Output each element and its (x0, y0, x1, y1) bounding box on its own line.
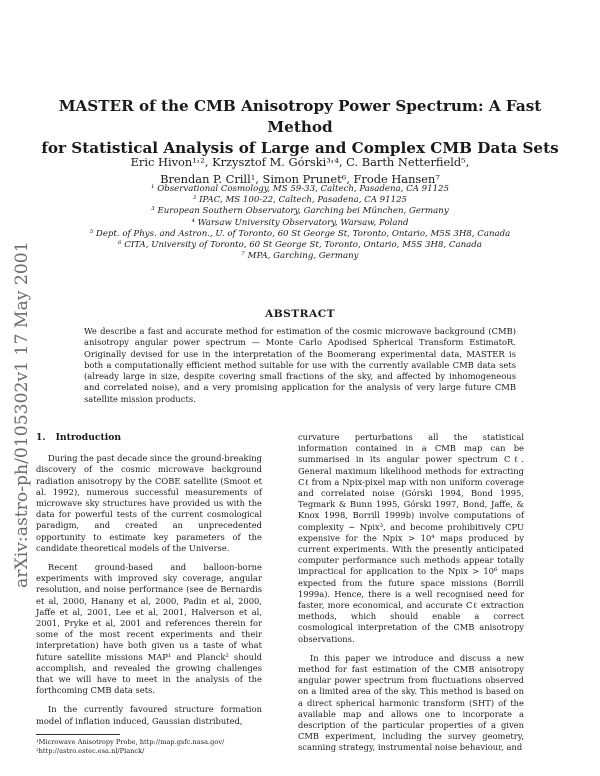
section-title: Introduction (55, 432, 122, 443)
arxiv-stamp-text: arXiv:astro-ph/0105302v1 17 May 2001 (12, 241, 32, 588)
left-column (36, 432, 262, 735)
section-number: 1. (36, 432, 46, 443)
abstract-text: We describe a fast and accurate method for estimation of the cosmic microwave background (CMB) anisotropy angular power spectrum — Monte Carlo Apodised Spherical Transform EstimatoR. Originally devised for use in the interpretation of the Boomerang experimental data, MASTER is both a computationally efficient method suitable for use with the currently available CMB data sets (already large in size, despite covering small fractions of the sky, and affected by inhomogeneous and correlated noise), and a very promising application for the analysis of very large future CMB satellite mission products. (84, 326, 516, 404)
affiliation-7: ⁷ MPA, Garching, Germany (241, 251, 359, 262)
paragraph: During the past decade since the ground-breaking discovery of the cosmic microwave background radiation anisotropy by the COBE satellite (Smoot et al. 1992), numerous successful measurements of microwave sky structures have provided us with the data for powerful tests of the current cosmological paradigm, and created an unprecedented opportunity to estimate key parameters of the candidate theoretical models of the Universe. (36, 453, 262, 553)
paragraph: In this paper we introduce and discuss a new method for fast estimation of the CMB anisotropy angular power spectrum from fluctuations observed on a limited area of the sky. This method is based on a direct spherical harmonic transform (SHT) of the available map and allows one to incorporate a description of the particular properties of a given CMB experiment, including the survey geometry, scanning strategy, instrumental noise behaviour, and (298, 652, 524, 753)
affiliation-6: ⁶ CITA, University of Toronto, 60 St George St, Toronto, Ontario, M5S 3H8, Canada (118, 240, 482, 251)
section-heading (36, 432, 262, 443)
paragraph: Recent ground-based and balloon-borne experiments with improved sky coverage, angular resolution, and noise performance (see de Bernardis et al, 2000, Hanany et al, 2000, Padin et al, 2000, Jaffe et al, 2001, Lee et al, 2001, Halverson et al, 2001, Pryke et al, 2001 and references therein for some of the most recent experiments and their interpretation) have both given us a taste of what future satellite missions MAP¹ and Planck² should accomplish, and revealed the growing challenges that we will have to meet in the analysis of the forthcoming CMB data sets. (36, 562, 262, 696)
footnote-divider (36, 734, 120, 735)
author-list (60, 154, 540, 188)
title-line-2: for Statistical Analysis of Large and Complex CMB Data Sets (41, 139, 559, 157)
paper-title (40, 96, 560, 159)
affiliation-4: ⁴ Warsaw University Observatory, Warsaw, Poland (191, 217, 409, 228)
abstract-heading: ABSTRACT (264, 308, 336, 320)
affiliation-3: ³ European Southern Observatory, Garching bei München, Germany (151, 206, 449, 217)
right-column (298, 432, 524, 762)
authors-line-2: Brendan P. Crill¹, Simon Prunet⁶, Frode Hansen⁷ (160, 172, 440, 186)
affiliations (30, 184, 570, 262)
affiliation-5: ⁵ Dept. of Phys. and Astron., U. of Toronto, 60 St George St, Toronto, Ontario, M5S 3H8, Canada (89, 228, 511, 239)
footnote-1: ¹Microwave Anisotropy Probe, http://map.gsfc.nasa.gov/ (36, 738, 225, 746)
paragraph: In the currently favoured structure formation model of inflation induced, Gaussian distributed, (36, 704, 262, 726)
footnote-2: ²http://astro.estec.esa.nl/Planck/ (36, 747, 145, 755)
footnotes (36, 738, 296, 756)
authors-line-1: Eric Hivon¹˒², Krzysztof M. Górski³˒⁴, C. Barth Netterfield⁵, (130, 155, 470, 169)
affiliation-2: ² IPAC, MS 100-22, Caltech, Pasadena, CA 91125 (192, 195, 408, 206)
affiliation-1: ¹ Observational Cosmology, MS 59-33, Caltech, Pasadena, CA 91125 (151, 184, 449, 194)
paragraph: curvature perturbations all the statistical information contained in a CMB map can be summarised in its angular power spectrum Cℓ. General maximum likelihood methods for extracting Cℓ from a Npix-pixel map with non uniform coverage and correlated noise (Górski 1994, Bond 1995, Tegmark & Bunn 1995, Górski 1997, Bond, Jaffe, & Knox 1998, Borrill 1999b) involve computations of complexity ∼ Npix³, and become prohibitively CPU expensive for the Npix > 10⁴ maps produced by current experiments. With the presently anticipated computer performance such methods appear totally impractical for application to the Npix > 10⁶ maps expected from the future space missions (Borrill 1999a). Hence, there is a well recognised need for faster, more economical, and accurate Cℓ extraction methods, which should enable a correct cosmological interpretation of the CMB anisotropy observations. (298, 432, 524, 644)
title-line-1: MASTER of the CMB Anisotropy Power Spectrum: A Fast Method (58, 97, 542, 136)
